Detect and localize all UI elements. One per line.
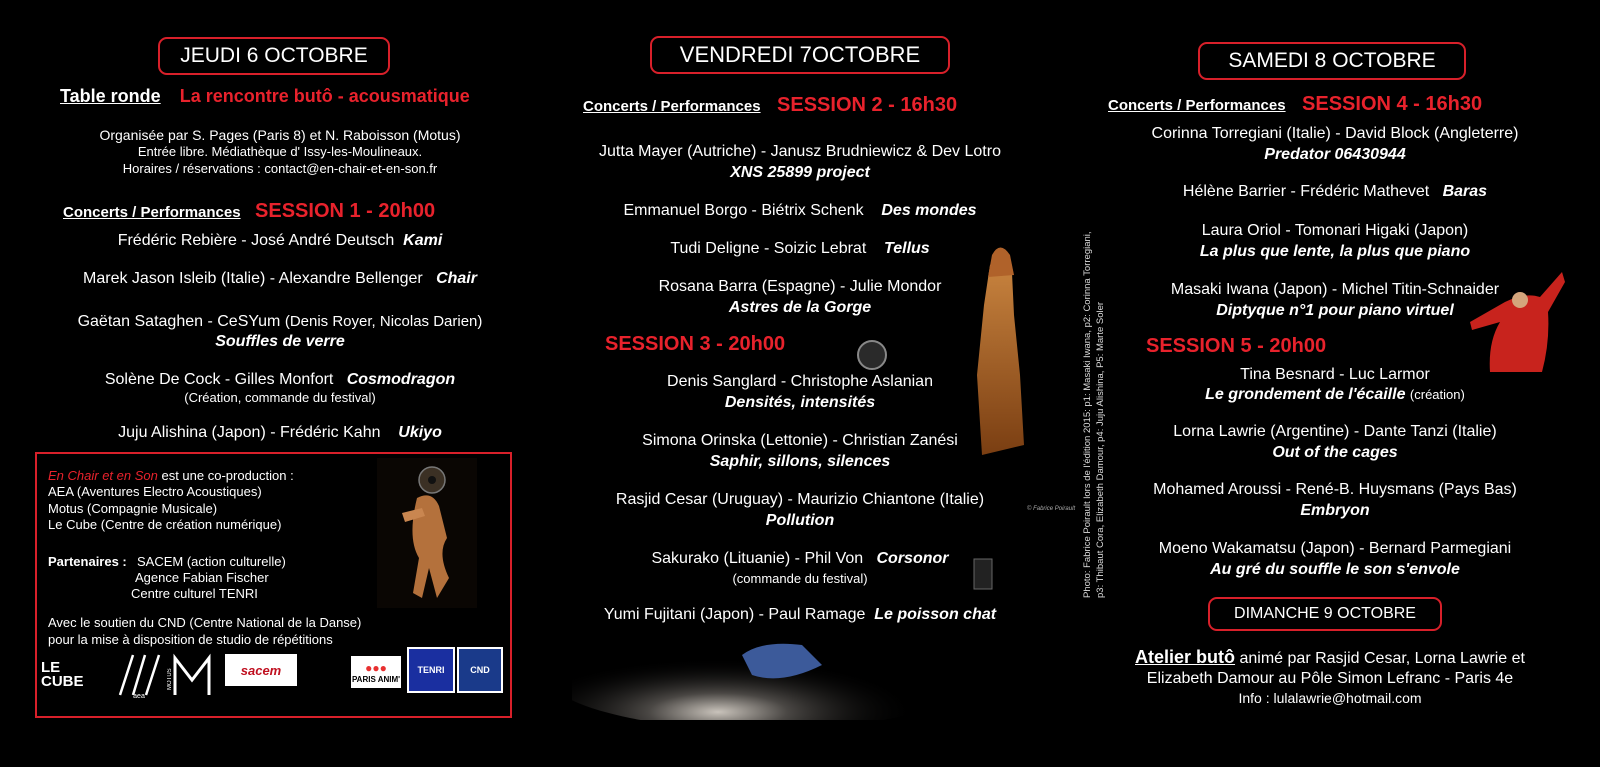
org-line-2: Entrée libre. Médiathèque d' Issy-les-Moulineaux. [137, 144, 423, 159]
performance-item: Rasjid Cesar (Uruguay) - Maurizio Chiantone (Italie) [615, 491, 985, 508]
dancer-photo-juju [377, 458, 477, 608]
performance-item: Lorna Lawrie (Argentine) - Dante Tanzi (Italie) [1173, 423, 1497, 440]
performance-item: Yumi Fujitani (Japon) - Paul Ramage Le poisson chat [603, 606, 997, 623]
concerts-heading-2 [583, 94, 957, 117]
atelier-info: Info : lulalawrie@hotmail.com [1238, 690, 1422, 706]
concerts-heading-3 [1108, 93, 1482, 116]
session-1: SESSION 1 - 20h00 [255, 200, 436, 222]
org-line-3: Horaires / réservations : contact@en-chair-et-en-son.fr [122, 161, 438, 176]
photo-credits-vertical: Photo: Fabrice Poirault lors de l'édition 2015: p1: Masaki Iwana, p2: Corinna Torregiani, p3: Thibaut Cora, Elizabeth Damour, p4: Juju Alishina, P5: Marte Soler [1082, 231, 1106, 598]
concerts-heading-1 [63, 200, 435, 223]
performance-item: Rosana Barra (Espagne) - Julie Mondor [658, 278, 942, 295]
motus-logo [167, 650, 217, 700]
performance-item: Gaëtan Sataghen - CeSYum (Denis Royer, Nicolas Darien) [77, 313, 483, 330]
day-title-vendredi: VENDREDI 7OCTOBRE [650, 36, 950, 74]
day-title-dimanche: DIMANCHE 9 OCTOBRE [1208, 597, 1442, 631]
performance-item: Solène De Cock - Gilles Monfort Cosmodragon [104, 371, 456, 388]
performance-note: (commande du festival) [732, 571, 868, 586]
performance-work: Au gré du souffle le son s'envole [1210, 561, 1460, 578]
performance-item: Masaki Iwana (Japon) - Michel Titin-Schnaider [1170, 281, 1500, 298]
performance-work: Pollution [765, 512, 835, 529]
partners-label: Partenaires : [48, 554, 127, 569]
performance-item: Denis Sanglard - Christophe Aslanian [667, 373, 933, 390]
coproduction-list: AEA (Aventures Electro Acoustiques) Motus (Compagnie Musicale) Le Cube (Centre de création numérique) [48, 484, 282, 532]
performance-item: Mohamed Aroussi - René-B. Huysmans (Pays Bas) [1153, 481, 1517, 498]
performance-work: Predator 06430944 [1264, 146, 1406, 163]
photo-credit-small: © Fabrice Poirault [1027, 506, 1076, 512]
performance-item: Laura Oriol - Tomonari Higaki (Japon) [1201, 222, 1469, 239]
partners-list: SACEM (action culturelle) Agence Fabian Fischer Centre culturel TENRI [131, 554, 286, 601]
performance-work: Out of the cages [1272, 444, 1398, 461]
performance-item: Hélène Barrier - Frédéric Mathevet Baras [1182, 183, 1488, 200]
performance-work-line: Le grondement de l'écaille (création) [1205, 386, 1465, 403]
tenri-logo: TENRI [407, 647, 455, 693]
performance-item: Tudi Deligne - Soizic Lebrat Tellus [670, 240, 930, 257]
partners-box [35, 452, 512, 718]
table-ronde-label: Table ronde [60, 86, 161, 106]
performance-item: Corinna Torregiani (Italie) - David Block (Angleterre) [1151, 125, 1519, 142]
session-3: SESSION 3 - 20h00 [605, 333, 786, 355]
atelier-line-1: Atelier butô animé par Rasjid Cesar, Lorna Lawrie et [1135, 647, 1525, 667]
aea-logo [115, 650, 165, 700]
concerts-label: Concerts / Performances [583, 98, 761, 115]
performance-item: Juju Alishina (Japon) - Frédéric Kahn Ukiyo [118, 424, 442, 441]
performance-work: Embryon [1300, 502, 1370, 519]
day-title-jeudi: JEUDI 6 OCTOBRE [158, 37, 390, 75]
cnd-logo: CND [457, 647, 503, 693]
atelier-line-2: Elizabeth Damour au Pôle Simon Lefranc - Paris 4e [1146, 670, 1514, 687]
session-4: SESSION 4 - 16h30 [1302, 93, 1483, 115]
coproduction-line: En Chair et en Son est une co-production : [48, 468, 294, 483]
svg-text:aea: aea [133, 693, 145, 700]
performance-item: Sakurako (Lituanie) - Phil Von Corsonor [651, 550, 949, 567]
table-ronde-title: La rencontre butô - acousmatique [179, 86, 470, 106]
support-text: Avec le soutien du CND (Centre National de la Danse) pour la mise à disposition de studio de répétitions [48, 615, 362, 647]
performance-item: Jutta Mayer (Autriche) - Janusz Brudniewicz & Dev Lotro [599, 143, 1001, 160]
sacem-logo: sacem [225, 654, 297, 686]
performance-item: Marek Jason Isleib (Italie) - Alexandre Bellenger Chair [83, 270, 477, 287]
performance-work: Saphir, sillons, silences [709, 453, 891, 470]
performance-item: Emmanuel Borgo - Biétrix Schenk Des mondes [623, 202, 977, 219]
performance-item: Simona Orinska (Lettonie) - Christian Zanési [642, 432, 958, 449]
performance-note: (Création, commande du festival) [184, 390, 376, 405]
session-2: SESSION 2 - 16h30 [777, 94, 958, 116]
performance-work: Souffles de verre [215, 333, 345, 350]
concerts-label: Concerts / Performances [63, 204, 241, 221]
session-5: SESSION 5 - 20h00 [1146, 335, 1327, 357]
dancer-photo-masaki [1450, 262, 1570, 380]
day-title-samedi: SAMEDI 8 OCTOBRE [1198, 42, 1466, 80]
performance-work: Astres de la Gorge [728, 299, 872, 316]
performance-work: Diptyque n°1 pour piano virtuel [1216, 302, 1454, 319]
performance-work: La plus que lente, la plus que piano [1199, 243, 1471, 260]
paris-anim-logo: ●●● PARIS ANIM' [351, 656, 401, 688]
performance-work: Densités, intensités [724, 394, 876, 411]
concerts-label: Concerts / Performances [1108, 97, 1286, 114]
le-cube-logo: LE CUBE [41, 652, 101, 698]
performance-item: Tina Besnard - Luc Larmor [1240, 366, 1430, 383]
org-line-1: Organisée par S. Pages (Paris 8) et N. Raboisson (Motus) [99, 127, 461, 143]
svg-text:MOTUS: MOTUS [167, 668, 173, 690]
performance-item: Moeno Wakamatsu (Japon) - Bernard Parmegiani [1158, 540, 1512, 557]
performance-work: XNS 25899 project [730, 164, 870, 181]
table-ronde-heading [60, 86, 470, 107]
performance-item: Frédéric Rebière - José André Deutsch Kami [117, 232, 443, 249]
